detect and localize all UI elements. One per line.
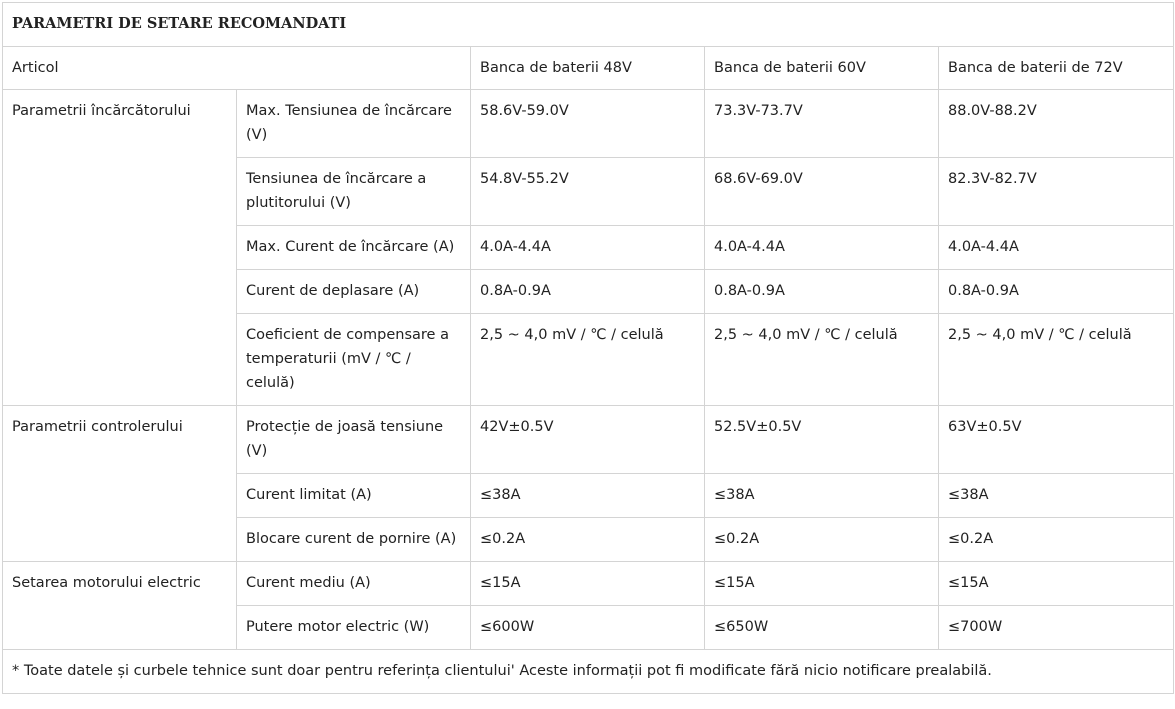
- value-60v: 2,5 ~ 4,0 mV / ℃ / celulă: [705, 314, 939, 406]
- param-cell: Curent limitat (A): [237, 474, 471, 518]
- param-cell: Max. Tensiunea de încărcare (V): [237, 90, 471, 158]
- param-cell: Max. Curent de încărcare (A): [237, 226, 471, 270]
- value-60v: 73.3V-73.7V: [705, 90, 939, 158]
- table-row: [3, 562, 1174, 606]
- value-72v: 63V±0.5V: [939, 406, 1174, 474]
- value-60v: ≤650W: [705, 606, 939, 650]
- value-72v: 0.8A-0.9A: [939, 270, 1174, 314]
- param-cell: Curent de deplasare (A): [237, 270, 471, 314]
- param-cell: Tensiunea de încărcare a plutitorului (V): [237, 158, 471, 226]
- value-72v: ≤38A: [939, 474, 1174, 518]
- table-title: PARAMETRI DE SETARE RECOMANDATI: [3, 3, 1174, 47]
- header-row: [3, 47, 1174, 90]
- value-60v: ≤15A: [705, 562, 939, 606]
- param-cell: Putere motor electric (W): [237, 606, 471, 650]
- value-72v: 82.3V-82.7V: [939, 158, 1174, 226]
- table-row: [3, 90, 1174, 158]
- value-60v: 4.0A-4.4A: [705, 226, 939, 270]
- footnote: * Toate datele și curbele tehnice sunt doar pentru referința clientului' Aceste informații pot fi modificate fără nicio notificare prealabilă.: [3, 650, 1174, 694]
- footnote-row: [3, 650, 1174, 694]
- header-72v: Banca de baterii de 72V: [939, 47, 1174, 90]
- value-48v: 4.0A-4.4A: [471, 226, 705, 270]
- value-60v: 52.5V±0.5V: [705, 406, 939, 474]
- value-48v: ≤38A: [471, 474, 705, 518]
- value-72v: 2,5 ~ 4,0 mV / ℃ / celulă: [939, 314, 1174, 406]
- value-48v: ≤0.2A: [471, 518, 705, 562]
- param-cell: Coeficient de compensare a temperaturii (mV / ℃ / celulă): [237, 314, 471, 406]
- header-item: Articol: [3, 47, 471, 90]
- group-label-motor: Setarea motorului electric: [3, 562, 237, 650]
- value-60v: 68.6V-69.0V: [705, 158, 939, 226]
- value-72v: ≤0.2A: [939, 518, 1174, 562]
- header-48v: Banca de baterii 48V: [471, 47, 705, 90]
- param-cell: Protecție de joasă tensiune (V): [237, 406, 471, 474]
- value-48v: 54.8V-55.2V: [471, 158, 705, 226]
- value-48v: ≤15A: [471, 562, 705, 606]
- value-48v: ≤600W: [471, 606, 705, 650]
- value-60v: ≤0.2A: [705, 518, 939, 562]
- header-60v: Banca de baterii 60V: [705, 47, 939, 90]
- value-72v: ≤15A: [939, 562, 1174, 606]
- value-48v: 2,5 ~ 4,0 mV / ℃ / celulă: [471, 314, 705, 406]
- value-72v: 4.0A-4.4A: [939, 226, 1174, 270]
- value-60v: ≤38A: [705, 474, 939, 518]
- title-row: [3, 3, 1174, 47]
- param-cell: Blocare curent de pornire (A): [237, 518, 471, 562]
- settings-table: [2, 2, 1174, 694]
- param-cell: Curent mediu (A): [237, 562, 471, 606]
- value-72v: 88.0V-88.2V: [939, 90, 1174, 158]
- group-label-charger: Parametrii încărcătorului: [3, 90, 237, 406]
- value-72v: ≤700W: [939, 606, 1174, 650]
- value-60v: 0.8A-0.9A: [705, 270, 939, 314]
- value-48v: 58.6V-59.0V: [471, 90, 705, 158]
- table-row: [3, 406, 1174, 474]
- value-48v: 42V±0.5V: [471, 406, 705, 474]
- group-label-controller: Parametrii controlerului: [3, 406, 237, 562]
- value-48v: 0.8A-0.9A: [471, 270, 705, 314]
